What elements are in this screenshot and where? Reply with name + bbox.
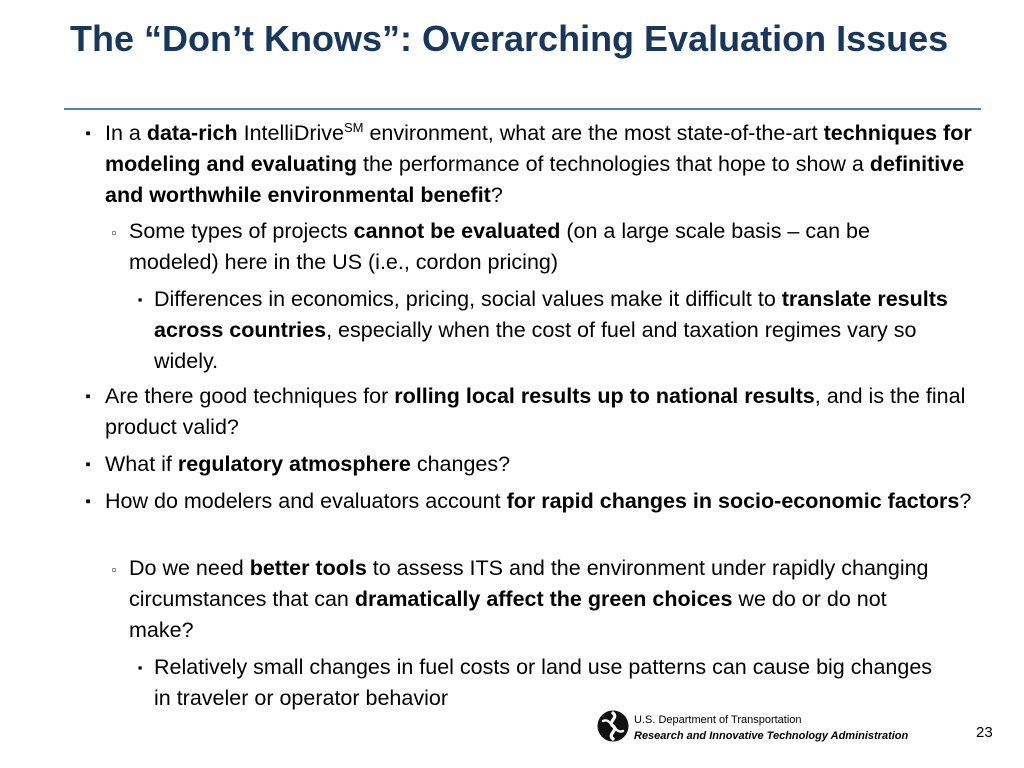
- footer-department: U.S. Department of Transportation: [634, 714, 802, 726]
- small-square-bullet-icon: ▪: [137, 292, 143, 307]
- sub-bullet-item: [111, 216, 949, 278]
- square-bullet-icon: ▪: [85, 125, 91, 142]
- bullet-text: changes?: [410, 452, 511, 476]
- title-divider: [64, 108, 981, 110]
- bullet-bold-text: regulatory atmosphere: [177, 452, 411, 476]
- bullet-item: [85, 118, 975, 211]
- bullet-bold-text: definitive and worthwhile environmental benefit: [105, 152, 965, 207]
- bullet-bold-text: cannot be evaluated: [353, 219, 561, 243]
- square-bullet-icon: ▪: [85, 456, 91, 473]
- bullet-text: What if: [105, 452, 178, 476]
- bullet-text: we do or do not make?: [129, 587, 887, 642]
- bullet-text: to assess ITS and the environment under rapidly changing circumstances that can: [129, 556, 929, 611]
- bullet-text: Are there good techniques for: [105, 384, 395, 408]
- small-square-bullet-icon: ▪: [137, 660, 143, 675]
- bullet-text: ?: [959, 489, 972, 513]
- bullet-item: [85, 449, 975, 480]
- hollow-square-bullet-icon: ▫: [111, 562, 117, 577]
- bullet-text: , especially when the cost of fuel and taxation regimes vary so widely.: [154, 318, 917, 373]
- square-bullet-icon: ▪: [85, 388, 91, 405]
- bullet-text: the performance of technologies that hope to show a: [357, 152, 870, 176]
- bullet-text: Differences in economics, pricing, social values make it difficult to: [154, 287, 782, 311]
- bullet-text: environment, what are the most state-of-the-art: [363, 121, 824, 145]
- bullet-text: In a: [105, 121, 147, 145]
- bullet-bold-text: for rapid changes in socio-economic factors: [506, 489, 960, 513]
- slide-title: The “Don’t Knows”: Overarching Evaluation Issues: [70, 18, 949, 59]
- bullet-text: Relatively small changes in fuel costs or land use patterns can cause big changes in traveler or operator behavior: [154, 655, 933, 710]
- bullet-text: How do modelers and evaluators account: [105, 489, 507, 513]
- bullet-text: Some types of projects: [129, 219, 354, 243]
- sub-sub-bullet-item: [137, 652, 954, 714]
- bullet-item: [85, 381, 975, 443]
- hollow-square-bullet-icon: ▫: [111, 225, 117, 240]
- bullet-bold-text: better tools: [249, 556, 367, 580]
- dot-logo-icon: [597, 710, 629, 742]
- bullet-bold-text: translate results across countries: [154, 287, 948, 342]
- bullet-bold-text: dramatically affect the green choices: [354, 587, 733, 611]
- page-number: 23: [976, 724, 993, 741]
- square-bullet-icon: ▪: [85, 493, 91, 510]
- bullet-bold-text: rolling local results up to national results: [394, 384, 815, 408]
- footer-administration: Research and Innovative Technology Administration: [634, 730, 909, 742]
- service-mark-superscript: SM: [344, 119, 364, 135]
- bullet-text: , and is the final product valid?: [105, 384, 966, 439]
- bullet-text: Do we need: [129, 556, 250, 580]
- bullet-text: (on a large scale basis – can be modeled) here in the US (i.e., cordon pricing): [129, 219, 870, 274]
- bullet-item: [85, 486, 975, 517]
- bullet-text: ?: [490, 183, 503, 207]
- bullet-bold-text: data-rich: [146, 121, 238, 145]
- sub-sub-bullet-item: [137, 284, 954, 377]
- footer-agency: [634, 712, 908, 744]
- bullet-text: IntelliDrive: [237, 121, 344, 145]
- sub-bullet-item: [111, 553, 949, 646]
- bullet-bold-text: techniques for modeling and evaluating: [105, 121, 972, 176]
